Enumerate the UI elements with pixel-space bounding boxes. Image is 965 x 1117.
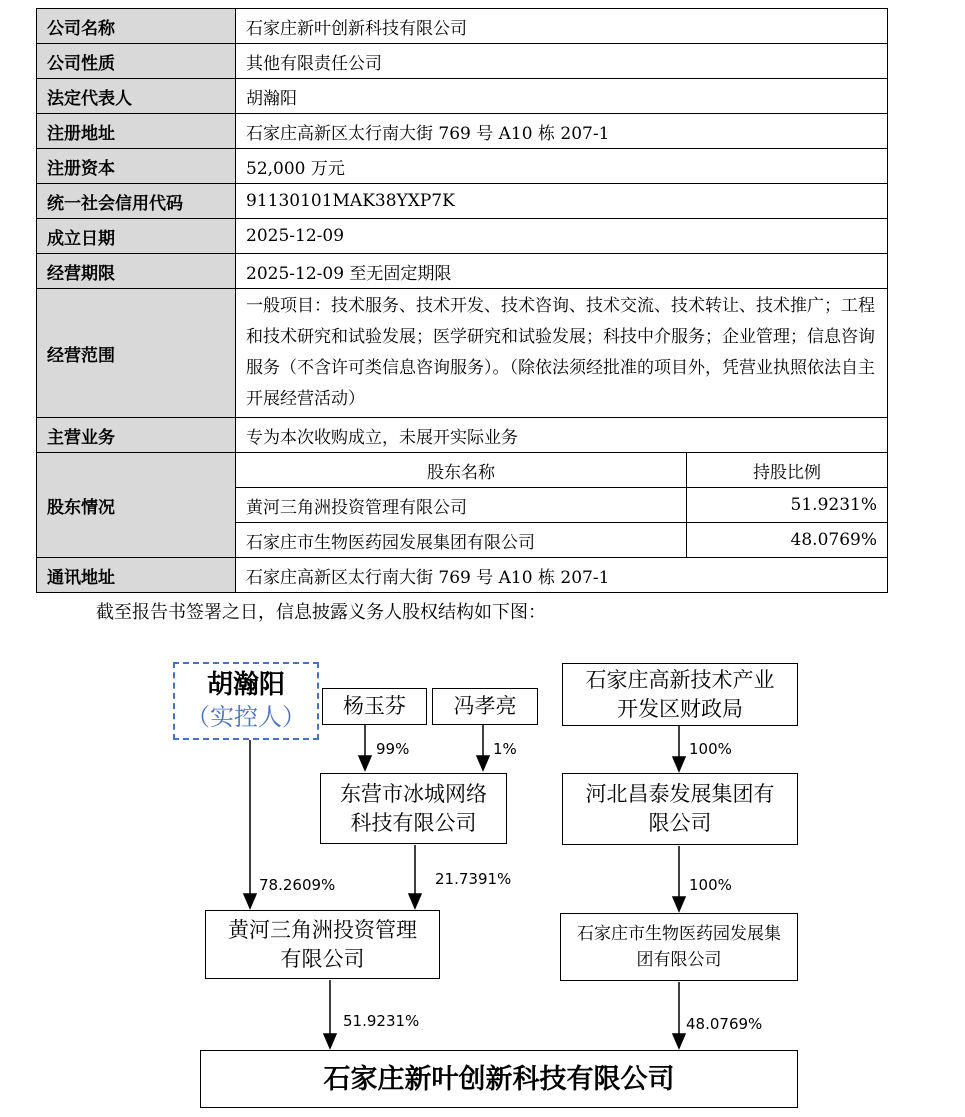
pct-label: 78.2609%	[259, 876, 336, 894]
pct-label: 51.9231%	[343, 1012, 420, 1030]
pct-label: 48.0769%	[686, 1015, 763, 1033]
table-row: 统一社会信用代码 91130101MAK38YXP7K	[37, 184, 888, 219]
table-row: 通讯地址 石家庄高新区太行南大街 769 号 A10 栋 207-1	[37, 558, 888, 593]
table-row: 公司名称 石家庄新叶创新科技有限公司	[37, 9, 888, 44]
pct-label: 21.7391%	[435, 870, 512, 888]
caption: 截至报告书签署之日，信息披露义务人股权结构如下图：	[96, 602, 546, 623]
hebei-box: 河北昌泰发展集团有限公司	[562, 773, 798, 845]
table-row: 注册资本 52,000 万元	[37, 149, 888, 184]
table-row: 主营业务 专为本次收购成立，未展开实际业务	[37, 418, 888, 453]
business-scope: 一般项目：技术服务、技术开发、技术咨询、技术交流、技术转让、技术推广；工程和技术研究和试验发展；医学研究和试验发展；科技中介服务；企业管理；信息咨询服务（不含许可类信息咨询服务）。（除依法须经批准的项目外，凭营业执照依法自主开展经营活动）	[236, 289, 888, 418]
controller-box: 胡瀚阳 （实控人）	[173, 662, 319, 740]
shareholder-table: 股东名称 持股比例 黄河三角洲投资管理有限公司 51.9231% 石家庄市生物医药园发展集团有限公司 48.0769%	[236, 453, 887, 557]
shareholder-row: 黄河三角洲投资管理有限公司 51.9231%	[236, 488, 887, 523]
pct-label: 99%	[376, 740, 410, 758]
table-row: 股东情况 股东名称 持股比例 黄河三角洲投资管理有限公司 51.9231% 石家庄市生物医药园发展集团有限公司 48.0769%	[37, 453, 888, 558]
table-row: 经营期限 2025-12-09 至无固定期限	[37, 254, 888, 289]
target-company-box: 石家庄新叶创新科技有限公司	[200, 1050, 798, 1108]
huanghe-box: 黄河三角洲投资管理有限公司	[205, 910, 440, 979]
shareholder-feng-box: 冯孝亮	[432, 688, 538, 725]
shareholder-yang-box: 杨玉芬	[322, 688, 427, 725]
pct-label: 100%	[689, 876, 732, 894]
table-row: 经营范围 一般项目：技术服务、技术开发、技术咨询、技术交流、技术转让、技术推广；工程和技术研究和试验发展；医学研究和试验发展；科技中介服务；企业管理；信息咨询服务（不含许可类信息咨询服务）。（除依法须经批准的项目外，凭营业执照依法自主开展经营活动）	[37, 289, 888, 418]
biomed-box: 石家庄市生物医药园发展集团有限公司	[560, 913, 798, 981]
pct-label: 100%	[689, 740, 732, 758]
dongying-box: 东营市冰城网络科技有限公司	[320, 773, 507, 844]
pct-label: 1%	[493, 740, 517, 758]
gov-box: 石家庄高新技术产业开发区财政局	[562, 663, 798, 726]
table-row: 成立日期 2025-12-09	[37, 219, 888, 254]
shareholder-row: 石家庄市生物医药园发展集团有限公司 48.0769%	[236, 523, 887, 558]
table-row: 注册地址 石家庄高新区太行南大街 769 号 A10 栋 207-1	[37, 114, 888, 149]
table-row: 公司性质 其他有限责任公司	[37, 44, 888, 79]
table-row: 法定代表人 胡瀚阳	[37, 79, 888, 114]
